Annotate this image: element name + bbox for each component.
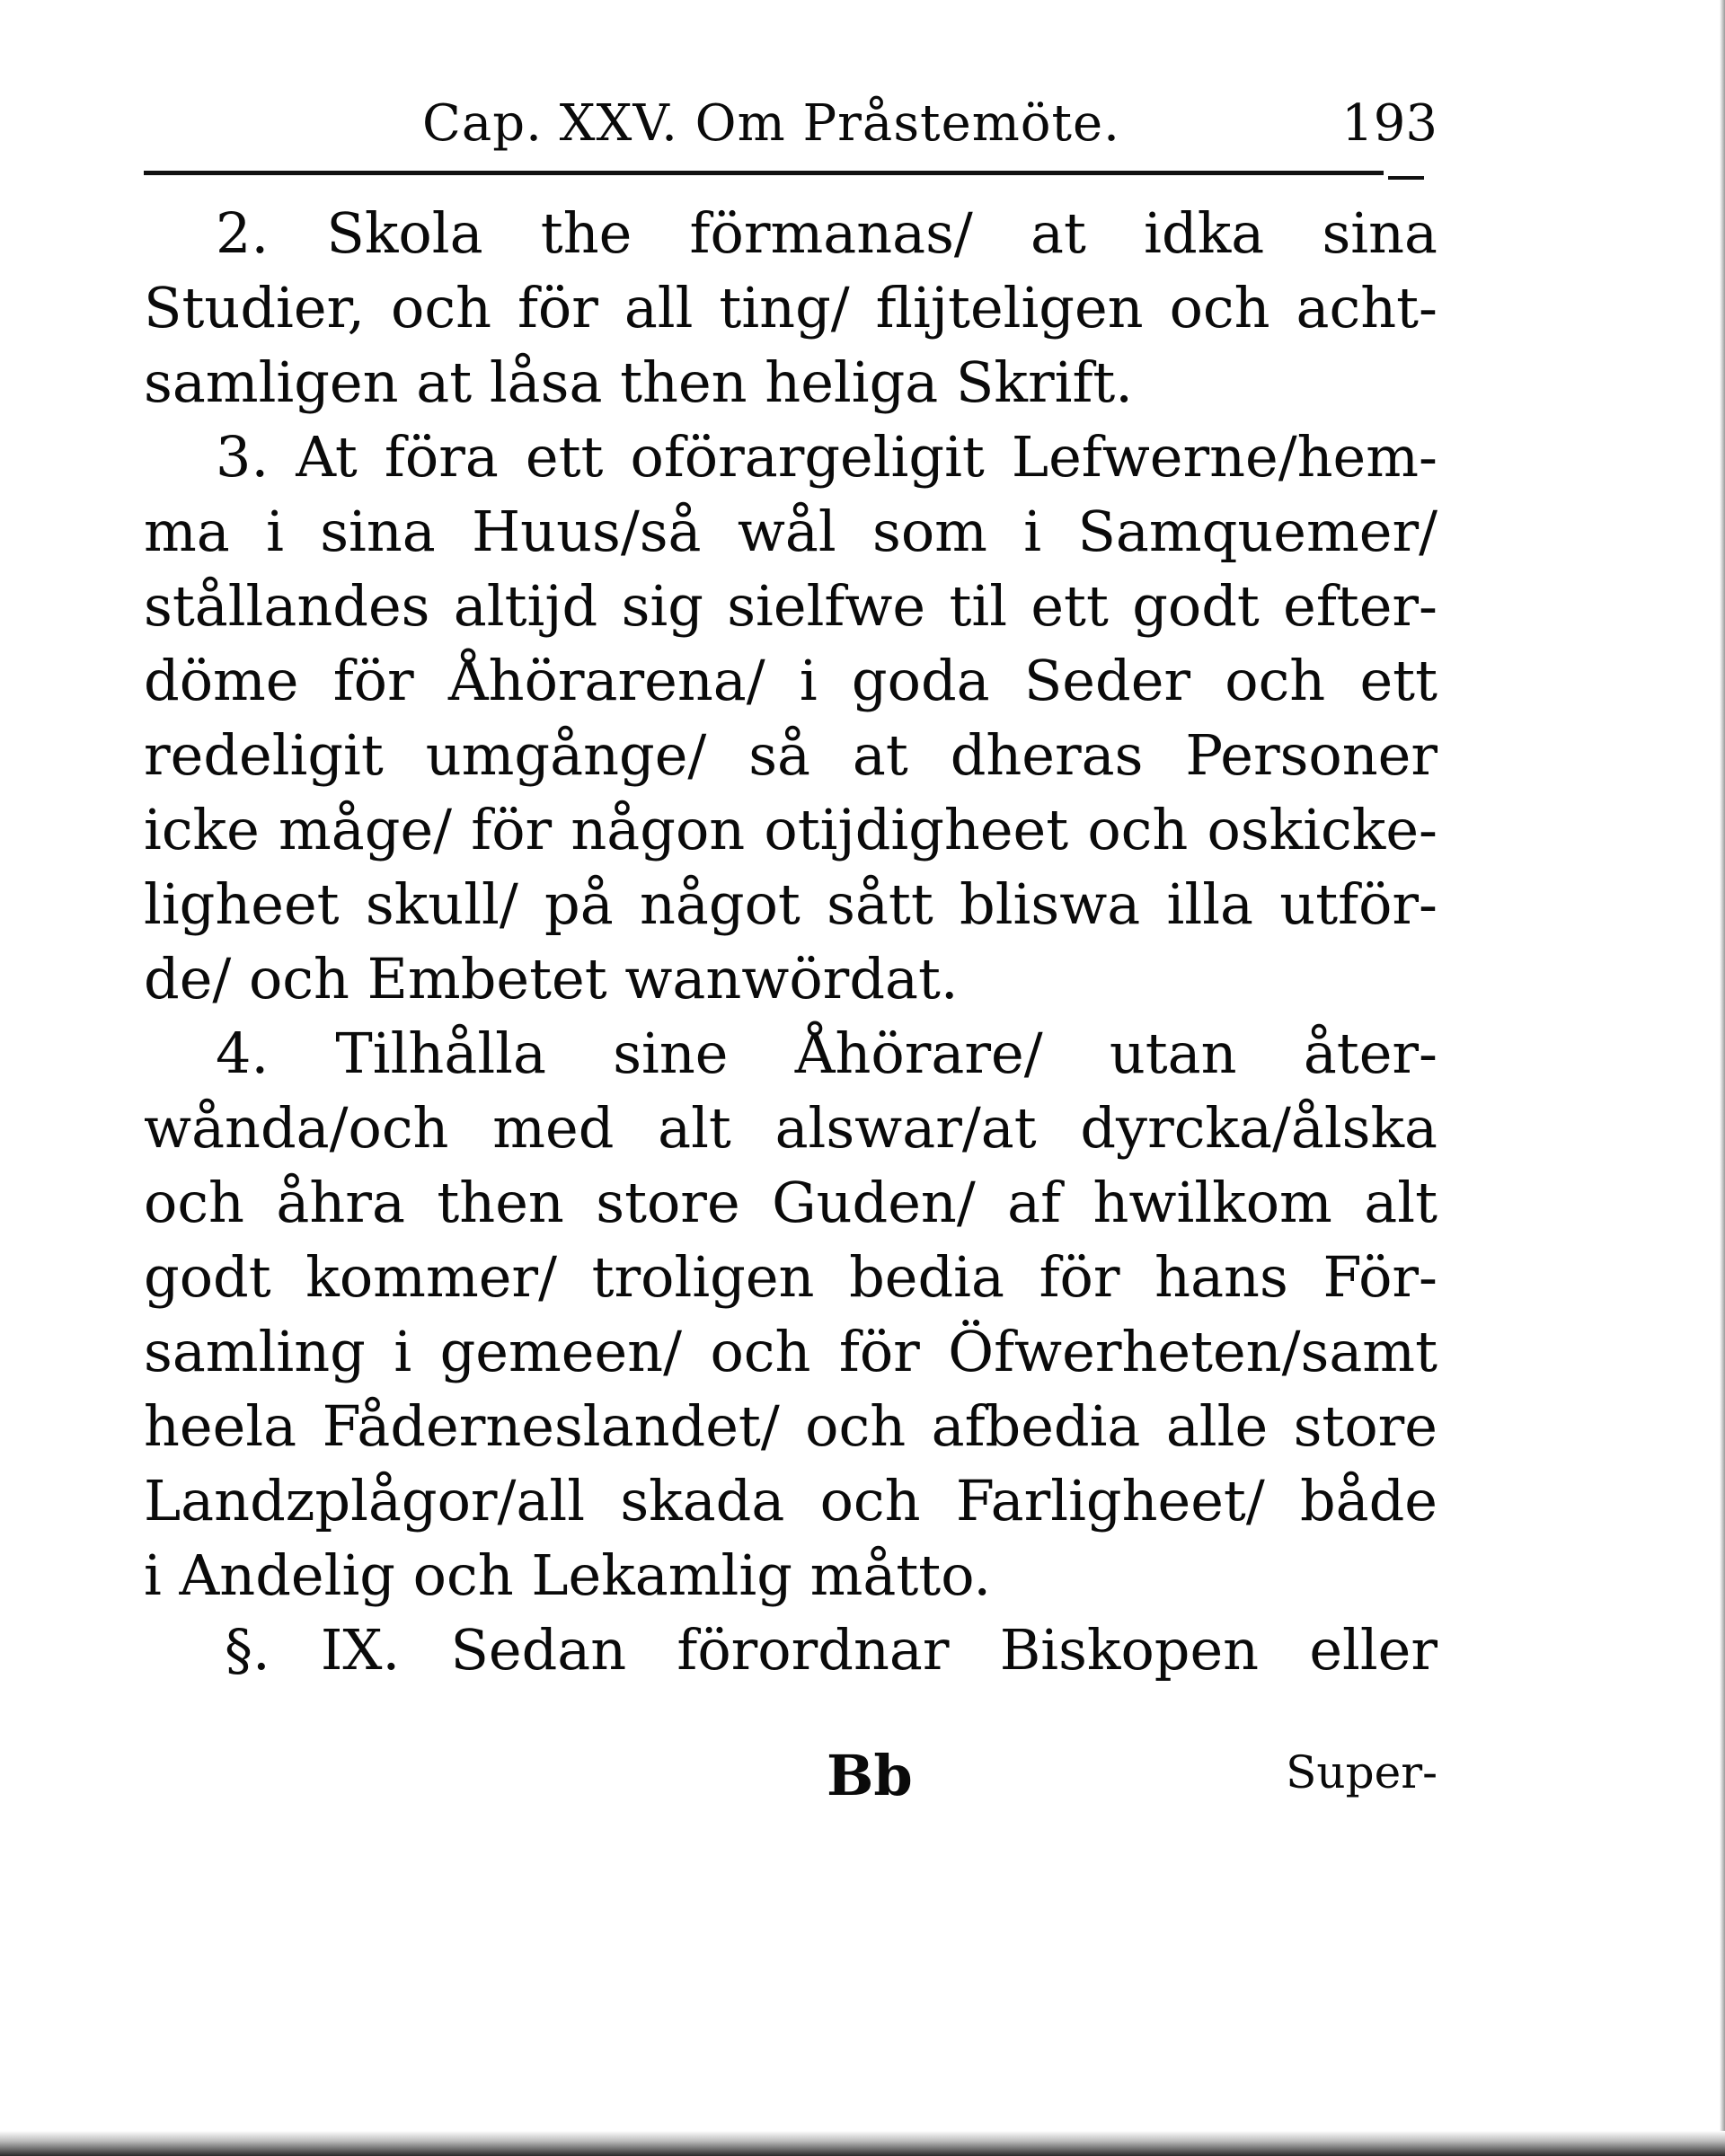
- text-line: samling i gemeen/ och för Öfwerheten/samt: [144, 1319, 1438, 1384]
- page-number: 193: [1341, 94, 1438, 153]
- text-line: stållandes altijd sig sielfwe til ett godt efter-: [144, 573, 1438, 639]
- text-line: Landzplågor/all skada och Farligheet/ både: [144, 1468, 1438, 1533]
- text-line: icke måge/ för någon otijdigheet och oskicke-: [144, 797, 1438, 862]
- signature-mark: Bb: [827, 1743, 913, 1808]
- page-header: [413, 94, 1438, 175]
- text-line: Studier, och för all ting/ flijteligen och acht-: [144, 275, 1438, 340]
- text-line: godt kommer/ troligen bedia för hans För-: [144, 1244, 1438, 1310]
- running-head: Cap. XXV. Om Pråstemöte.: [422, 94, 1120, 153]
- header-rule-segment: [1388, 176, 1424, 180]
- catchword: Super-: [1286, 1746, 1438, 1798]
- body-text: [144, 196, 1438, 1687]
- text-line: de/ och Embetet wanwördat.: [144, 946, 959, 1012]
- text-line: 2. Skola the förmanas/ at idka sina: [216, 200, 1438, 266]
- page-edge-bottom: [0, 2131, 1725, 2156]
- text-line: §. IX. Sedan förordnar Biskopen eller: [225, 1617, 1438, 1683]
- page-edge-right: [1720, 0, 1725, 2156]
- text-line: 3. At föra ett oförargeligit Lefwerne/hem-: [216, 424, 1438, 490]
- header-rule: [144, 171, 1384, 175]
- text-line: i Andelig och Lekamlig måtto.: [144, 1542, 992, 1608]
- text-line: heela Fåderneslandet/ och afbedia alle store: [144, 1393, 1438, 1459]
- text-line: redeligit umgånge/ så at dheras Personer: [144, 722, 1438, 788]
- page-footer: [144, 1743, 1438, 1815]
- text-line: wånda/och med alt alswar/at dyrcka/ålska: [144, 1095, 1438, 1161]
- text-line: samligen at låsa then heliga Skrift.: [144, 349, 1134, 415]
- text-line: ligheet skull/ på något sått bliswa illa utför-: [144, 871, 1438, 937]
- text-line: döme för Åhörarena/ i goda Seder och ett: [144, 648, 1438, 713]
- text-line: ma i sina Huus/så wål som i Samquemer/: [144, 499, 1438, 564]
- text-line: och åhra then store Guden/ af hwilkom alt: [144, 1170, 1438, 1235]
- text-line: 4. Tilhålla sine Åhörare/ utan åter-: [216, 1021, 1438, 1086]
